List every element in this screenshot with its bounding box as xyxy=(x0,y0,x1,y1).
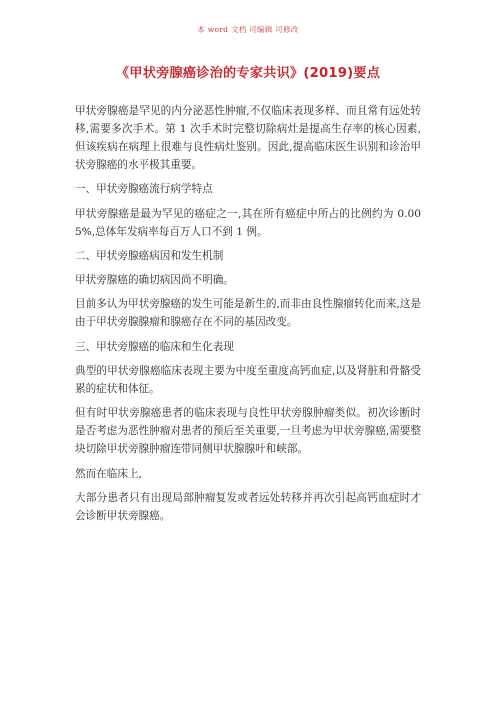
section-heading-epidemiology: 一、甲状旁腺癌流行病学特点 xyxy=(75,183,213,196)
paragraph-clinical-4: 大部分患者只有出现局部肿瘤复发或者远处转移并再次引起高钙血症时才会诊断甲状旁腺癌。 xyxy=(75,491,421,522)
header-note: 本 word 文档 可编辑 可修改 xyxy=(197,25,299,34)
paragraph-clinical-3: 然而在临床上, xyxy=(75,467,142,480)
document-title: 《甲状旁腺癌诊治的专家共识》(2019)要点 xyxy=(115,66,381,81)
paragraph-epidemiology: 甲状旁腺癌是最为罕见的癌症之一,其在所有癌症中所占的比例约为 0.005%,总体年发病率每百万人口不到 1 例。 xyxy=(75,207,421,238)
paragraph-clinical-2: 但有时甲状旁腺癌患者的临床表现与良性甲状旁腺肿瘤类似。初次诊断时是否考虑为恶性肿瘤对患者的预后至关重要,一旦考虑为甲状旁腺癌,需要整块切除甲状旁腺肿瘤连带同侧甲状腺腺叶和峡部。 xyxy=(75,407,421,456)
section-heading-etiology: 二、甲状旁腺癌病因和发生机制 xyxy=(75,249,224,262)
document-body xyxy=(75,102,421,531)
paragraph-etiology-1: 甲状旁腺癌的确切病因尚不明确。 xyxy=(75,274,234,287)
section-heading-clinical: 三、甲状旁腺癌的临床和生化表现 xyxy=(75,340,234,353)
paragraph-clinical-1: 典型的甲状旁腺癌临床表现主要为中度至重度高钙血症,以及肾脏和骨骼受累的症状和体征。 xyxy=(75,365,421,396)
paragraph-etiology-2: 目前多认为甲状旁腺癌的发生可能是新生的,而非由良性腺瘤转化而来,这是由于甲状旁腺腺瘤和腺癌存在不同的基因改变。 xyxy=(75,298,421,329)
paragraph-intro: 甲状旁腺癌是罕见的内分泌恶性肿瘤,不仅临床表现多样、而且常有远处转移,需要多次手术。第 1 次手术时完整切除病灶是提高生存率的核心因素,但该疾病在病理上很难与良性病灶鉴别。因此,提高临床医生识别和诊治甲状旁腺癌的水平极其重要。 xyxy=(75,105,421,171)
